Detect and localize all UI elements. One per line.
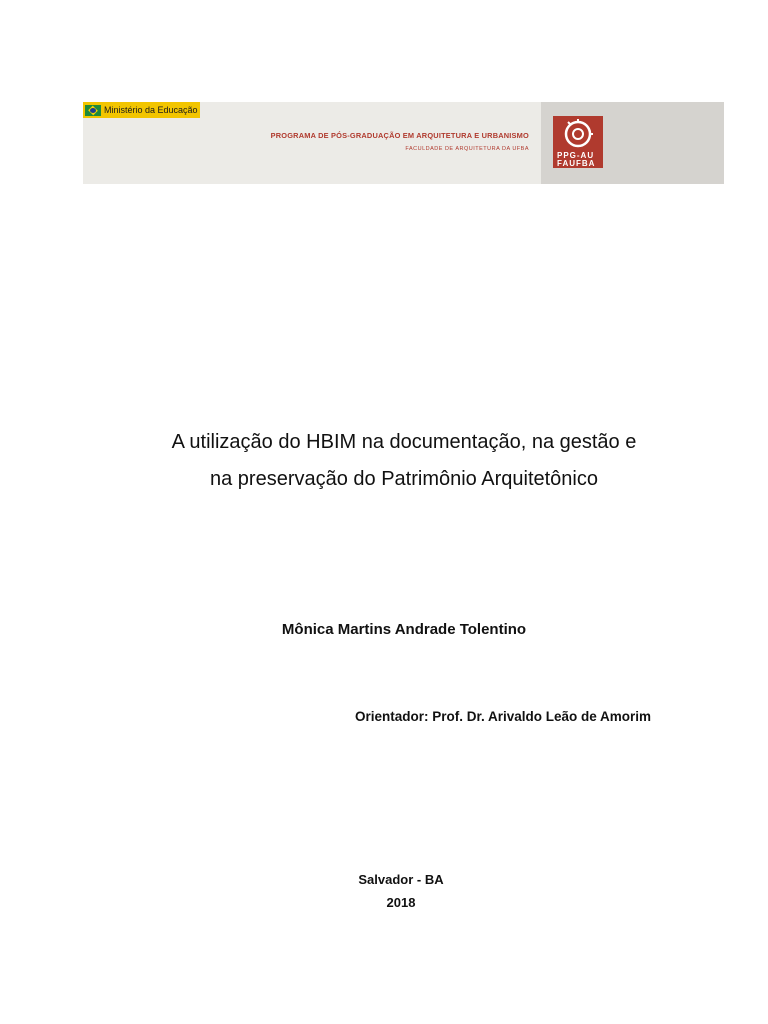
logo-text-ppgau: PPG-AU: [557, 151, 595, 160]
title-line-2: na preservação do Patrimônio Arquitetônico: [209, 468, 598, 490]
ppgau-logo-icon: [553, 116, 603, 168]
title-line-1: A utilização do HBIM na documentação, na gestão e: [171, 431, 637, 453]
document-title: [40, 424, 768, 498]
year-line: 2018: [386, 895, 416, 910]
logo-text-faufba: FAUFBA: [557, 159, 596, 168]
advisor-line: Orientador: Prof. Dr. Arivaldo Leão de Amorim: [355, 709, 652, 724]
city-line: Salvador - BA: [358, 872, 444, 887]
brazil-flag-icon: [85, 105, 101, 116]
program-title: PROGRAMA DE PÓS-GRADUAÇÃO EM ARQUITETURA E URBANISMO: [270, 131, 529, 140]
ministry-badge: [83, 102, 200, 118]
author-name: Mônica Martins Andrade Tolentino: [281, 621, 527, 638]
ministry-label: Ministério da Educação: [104, 105, 198, 115]
program-subtitle: FACULDADE DE ARQUITETURA DA UFBA: [405, 146, 529, 152]
header-banner: [83, 102, 724, 184]
logo-emblem: [562, 119, 594, 149]
